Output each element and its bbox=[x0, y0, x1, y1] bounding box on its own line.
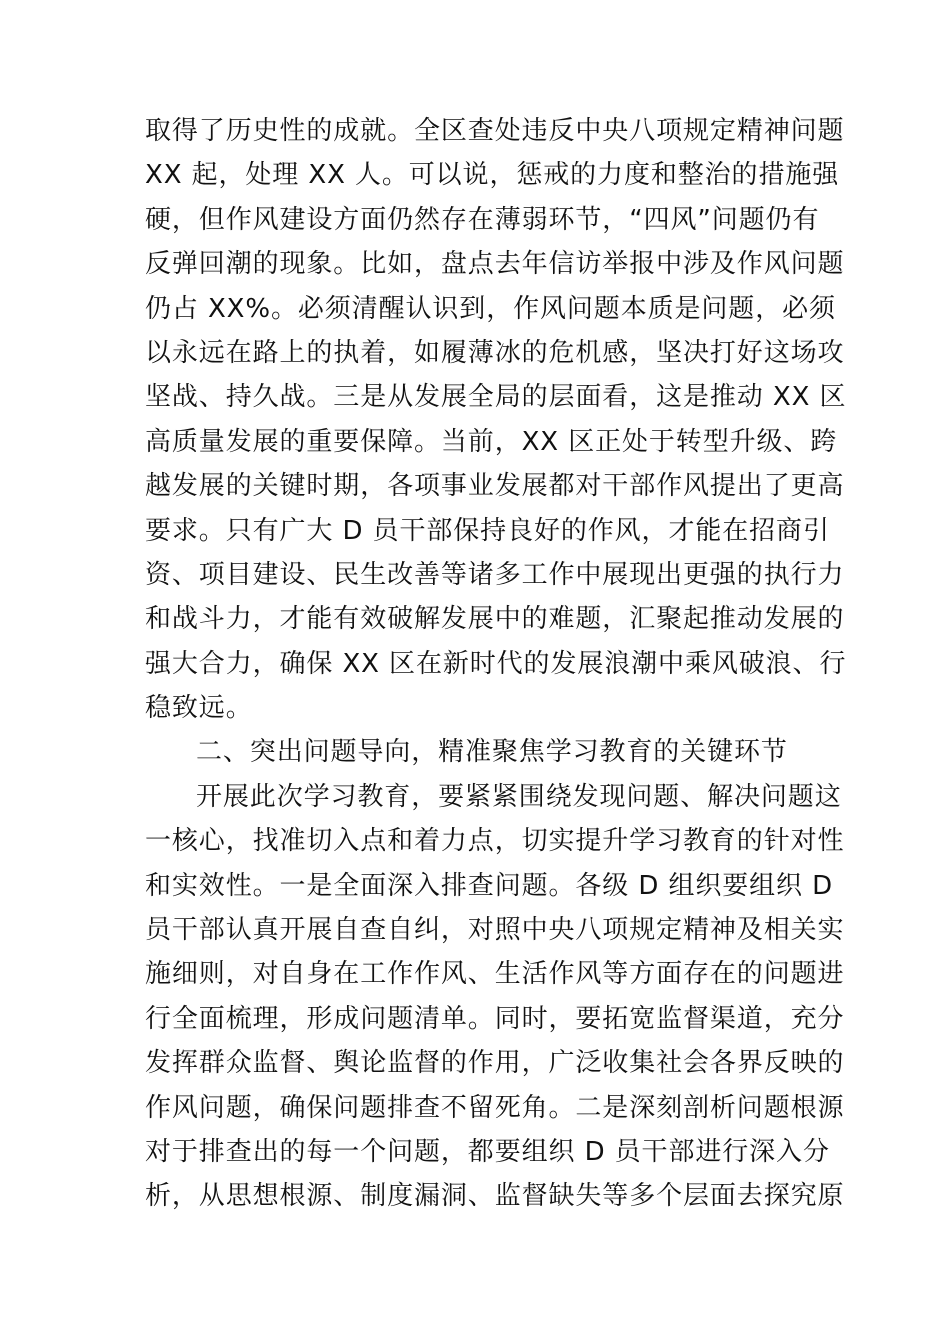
text-line: 施细则，对自身在工作作风、生活作风等方面存在的问题进 bbox=[145, 959, 845, 990]
text-line: 高质量发展的重要保障。当前，XX 区正处于转型升级、跨 bbox=[145, 426, 838, 457]
text-line: 行全面梳理，形成问题清单。同时，要拓宽监督渠道，充分 bbox=[145, 1003, 845, 1034]
text-line: 和实效性。一是全面深入排查问题。各级 D 组织要组织 D bbox=[145, 870, 834, 901]
text-line: 和战斗力，才能有效破解发展中的难题，汇聚起推动发展的 bbox=[145, 604, 845, 635]
text-line: 开展此次学习教育，要紧紧围绕发现问题、解决问题这 bbox=[196, 781, 842, 812]
heading-line: 二、突出问题导向，精准聚焦学习教育的关键环节 bbox=[196, 737, 788, 768]
text-line: 仍占 XX%。必须清醒认识到，作风问题本质是问题，必须 bbox=[145, 293, 836, 324]
text-line: 越发展的关键时期，各项事业发展都对干部作风提出了更高 bbox=[145, 471, 845, 502]
text-line: 要求。只有广大 D 员干部保持良好的作风，才能在招商引 bbox=[145, 515, 830, 546]
document-page bbox=[145, 109, 847, 1219]
paragraph-2 bbox=[145, 775, 845, 1219]
text-line: 对于排查出的每一个问题，都要组织 D 员干部进行深入分 bbox=[145, 1136, 830, 1167]
text-line: 强大合力，确保 XX 区在新时代的发展浪潮中乘风破浪、行 bbox=[145, 648, 847, 679]
text-line: 作风问题，确保问题排查不留死角。二是深刻剖析问题根源 bbox=[145, 1092, 845, 1123]
text-line: 硬，但作风建设方面仍然存在薄弱环节，“四风”问题仍有 bbox=[145, 204, 820, 235]
text-line: XX 起，处理 XX 人。可以说，惩戒的力度和整治的措施强 bbox=[145, 160, 840, 191]
text-line: 反弹回潮的现象。比如，盘点去年信访举报中涉及作风问题 bbox=[145, 249, 845, 280]
text-line: 坚战、持久战。三是从发展全局的层面看，这是推动 XX 区 bbox=[145, 382, 847, 413]
text-line: 一核心，找准切入点和着力点，切实提升学习教育的针对性 bbox=[145, 826, 845, 857]
text-line: 稳致远。 bbox=[145, 693, 253, 724]
section-heading bbox=[145, 730, 807, 774]
paragraph-1 bbox=[145, 109, 847, 730]
text-line: 析，从思想根源、制度漏洞、监督缺失等多个层面去探究原 bbox=[145, 1181, 845, 1212]
text-line: 取得了历史性的成就。全区查处违反中央八项规定精神问题 bbox=[145, 116, 845, 146]
text-line: 以永远在路上的执着，如履薄冰的危机感，坚决打好这场攻 bbox=[145, 337, 845, 368]
text-line: 员干部认真开展自查自纠，对照中央八项规定精神及相关实 bbox=[145, 915, 845, 946]
text-line: 资、项目建设、民生改善等诸多工作中展现出更强的执行力 bbox=[145, 559, 845, 590]
text-line: 发挥群众监督、舆论监督的作用，广泛收集社会各界反映的 bbox=[145, 1048, 845, 1079]
